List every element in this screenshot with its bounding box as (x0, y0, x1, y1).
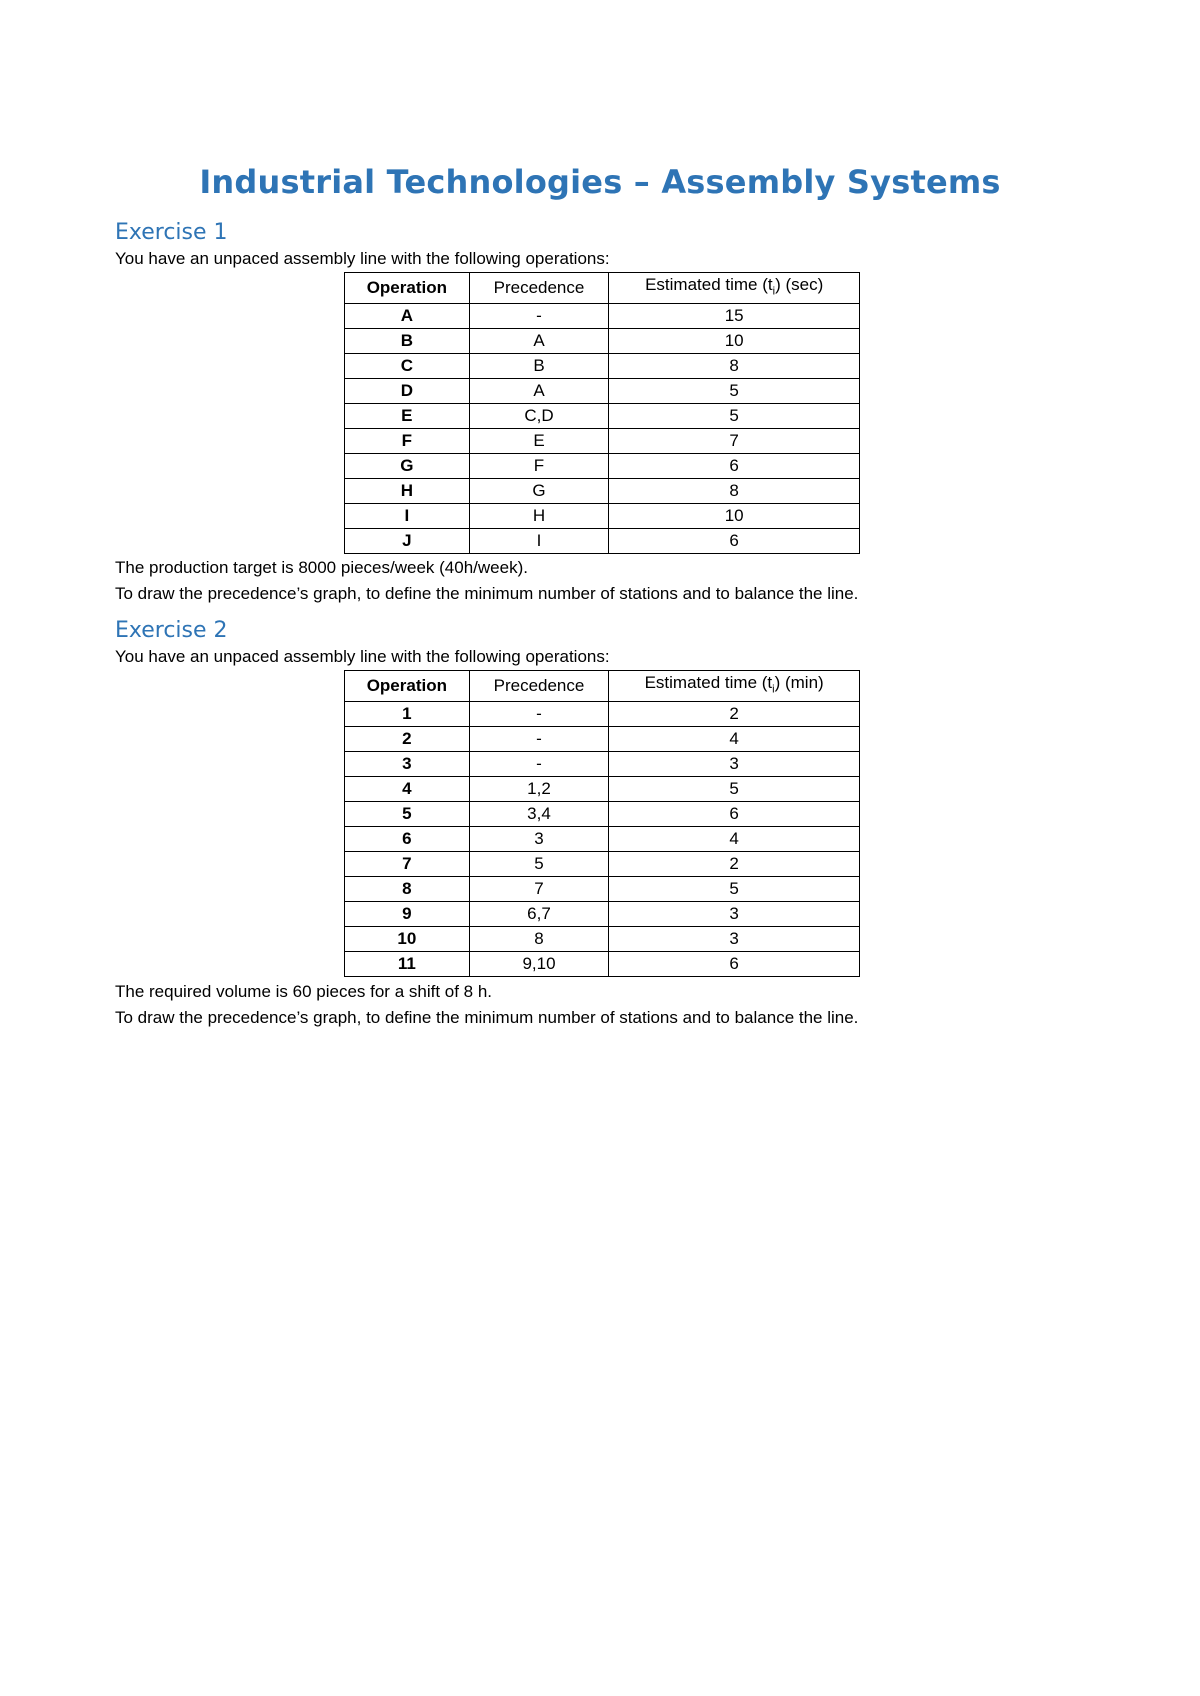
precedence-cell: A (469, 329, 609, 354)
time-cell: 5 (609, 379, 860, 404)
column-header-operation: Operation (345, 671, 470, 702)
table-row (345, 304, 860, 329)
time-cell: 3 (609, 927, 860, 952)
table-row (345, 877, 860, 902)
operation-cell: J (345, 529, 470, 554)
time-cell: 2 (609, 702, 860, 727)
time-header-subscript: i (772, 285, 776, 298)
time-header-prefix: Estimated time (t (644, 673, 773, 692)
table-row (345, 529, 860, 554)
table-row (345, 802, 860, 827)
time-cell: 2 (609, 852, 860, 877)
time-header-suffix: ) (min) (774, 673, 824, 692)
time-cell: 6 (609, 952, 860, 977)
time-cell: 4 (609, 727, 860, 752)
precedence-cell: - (469, 752, 609, 777)
operation-cell: D (345, 379, 470, 404)
operation-cell: B (345, 329, 470, 354)
precedence-cell: - (469, 304, 609, 329)
table-header-row (345, 671, 860, 702)
table-row (345, 454, 860, 479)
table-header-row (345, 273, 860, 304)
operation-cell: 4 (345, 777, 470, 802)
precedence-cell: 6,7 (469, 902, 609, 927)
table-row (345, 404, 860, 429)
operation-cell: I (345, 504, 470, 529)
exercise-1-note-target: The production target is 8000 pieces/week (40h/week). (115, 558, 528, 577)
table-row (345, 504, 860, 529)
time-header-subscript: i (772, 683, 775, 696)
time-cell: 6 (609, 802, 860, 827)
table-row (345, 927, 860, 952)
time-cell: 3 (609, 752, 860, 777)
operation-cell: H (345, 479, 470, 504)
precedence-cell: - (469, 702, 609, 727)
time-cell: 8 (609, 479, 860, 504)
precedence-cell: I (469, 529, 609, 554)
time-cell: 3 (609, 902, 860, 927)
table-row (345, 827, 860, 852)
time-cell: 5 (609, 404, 860, 429)
exercise-1-table (344, 272, 860, 554)
operation-cell: F (345, 429, 470, 454)
operation-cell: 3 (345, 752, 470, 777)
time-cell: 7 (609, 429, 860, 454)
operation-cell: 5 (345, 802, 470, 827)
time-cell: 10 (609, 329, 860, 354)
table-row (345, 902, 860, 927)
precedence-cell: C,D (469, 404, 609, 429)
time-cell: 6 (609, 529, 860, 554)
table-row (345, 752, 860, 777)
table-row (345, 702, 860, 727)
time-cell: 5 (609, 877, 860, 902)
operation-cell: E (345, 404, 470, 429)
column-header-precedence: Precedence (469, 273, 609, 304)
column-header-estimated-time (609, 273, 860, 304)
precedence-cell: G (469, 479, 609, 504)
table-row (345, 379, 860, 404)
time-cell: 15 (609, 304, 860, 329)
time-cell: 4 (609, 827, 860, 852)
precedence-cell: H (469, 504, 609, 529)
table-row (345, 852, 860, 877)
exercise-2-note-task: To draw the precedence’s graph, to define the minimum number of stations and to balance the line. (115, 1008, 859, 1027)
operation-cell: C (345, 354, 470, 379)
exercise-2-intro: You have an unpaced assembly line with the following operations: (115, 647, 610, 666)
precedence-cell: 3,4 (469, 802, 609, 827)
table-row (345, 727, 860, 752)
precedence-cell: A (469, 379, 609, 404)
table-row (345, 429, 860, 454)
precedence-cell: 8 (469, 927, 609, 952)
operation-cell: 9 (345, 902, 470, 927)
table-row (345, 329, 860, 354)
time-header-suffix: ) (sec) (775, 275, 824, 294)
operation-cell: 6 (345, 827, 470, 852)
precedence-cell: 3 (469, 827, 609, 852)
time-cell: 6 (609, 454, 860, 479)
operation-cell: 10 (345, 927, 470, 952)
operation-cell: 11 (345, 952, 470, 977)
column-header-estimated-time (609, 671, 860, 702)
exercise-1-heading: Exercise 1 (115, 220, 228, 245)
time-cell: 10 (609, 504, 860, 529)
exercise-2-table (344, 670, 860, 977)
operation-cell: G (345, 454, 470, 479)
precedence-cell: - (469, 727, 609, 752)
precedence-cell: E (469, 429, 609, 454)
table-row (345, 952, 860, 977)
table-row (345, 354, 860, 379)
precedence-cell: 5 (469, 852, 609, 877)
time-header-prefix: Estimated time (t (645, 275, 773, 294)
table-row (345, 777, 860, 802)
precedence-cell: 7 (469, 877, 609, 902)
exercise-1-intro: You have an unpaced assembly line with the following operations: (115, 249, 610, 268)
exercise-2-heading: Exercise 2 (115, 618, 228, 643)
time-cell: 5 (609, 777, 860, 802)
operation-cell: 1 (345, 702, 470, 727)
column-header-precedence: Precedence (469, 671, 609, 702)
operation-cell: 7 (345, 852, 470, 877)
precedence-cell: F (469, 454, 609, 479)
exercise-1-note-task: To draw the precedence’s graph, to define the minimum number of stations and to balance the line. (115, 584, 859, 603)
precedence-cell: 1,2 (469, 777, 609, 802)
exercise-2-note-volume: The required volume is 60 pieces for a shift of 8 h. (115, 982, 493, 1001)
precedence-cell: 9,10 (469, 952, 609, 977)
time-cell: 8 (609, 354, 860, 379)
operation-cell: A (345, 304, 470, 329)
operation-cell: 8 (345, 877, 470, 902)
table-row (345, 479, 860, 504)
column-header-operation: Operation (345, 273, 470, 304)
page-title: Industrial Technologies – Assembly Systems (199, 163, 1001, 201)
precedence-cell: B (469, 354, 609, 379)
operation-cell: 2 (345, 727, 470, 752)
